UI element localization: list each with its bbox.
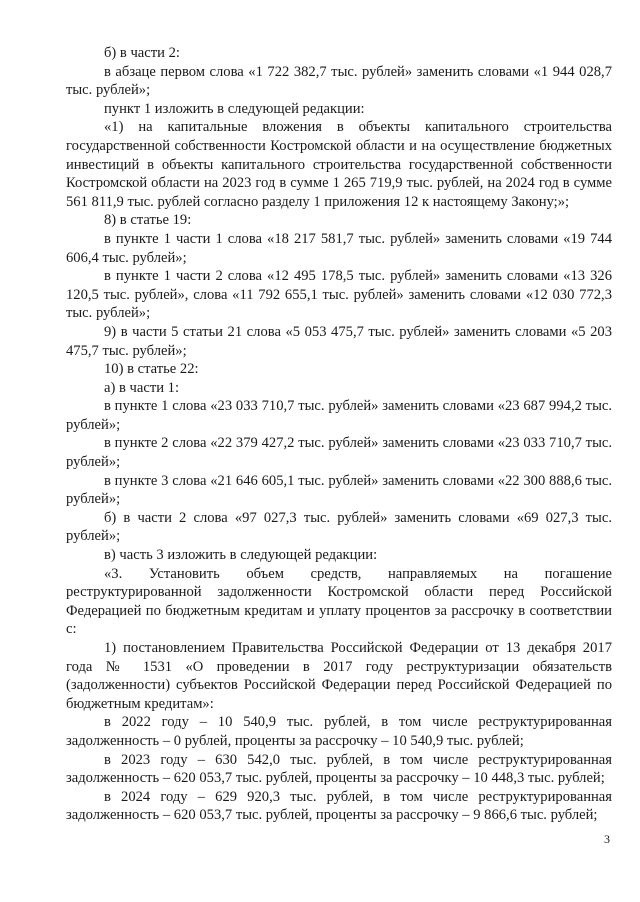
paragraph: «3. Установить объем средств, направляемых на погашение реструктурированной задолженности Костромской области перед Российской Федерацией по бюджетным кредитам и уплату процентов за рассрочку в соответствии с: xyxy=(66,565,612,638)
paragraph: в пункте 1 слова «23 033 710,7 тыс. рублей» заменить словами «23 687 994,2 тыс. рублей»; xyxy=(66,398,612,433)
paragraph: б) в части 2: xyxy=(104,45,180,61)
paragraph: «1) на капитальные вложения в объекты капитального строительства государственной собственности Костромской области и на осуществление бюджетных инвестиций в объекты капитального строительства государственной собственности Костромской области на 2023 год в сумме 1 265 719,9 тыс. рублей, на 2024 год в сумме 561 811,9 тыс. рублей согласно разделу 1 приложения 12 к настоящему Закону;»; xyxy=(66,119,612,210)
paragraph: в пункте 3 слова «21 646 605,1 тыс. рублей» заменить словами «22 300 888,6 тыс. рублей»; xyxy=(66,472,612,508)
paragraph: 10) в статье 22: xyxy=(104,361,199,378)
paragraph: в 2022 году – 10 540,9 тыс. рублей, в том числе реструктурированная задолженность – 0 рублей, проценты за рассрочку – 10 540,9 тыс. рублей; xyxy=(66,714,612,749)
paragraph: в) часть 3 изложить в следующей редакции: xyxy=(104,547,378,564)
paragraph: пункт 1 изложить в следующей редакции: xyxy=(104,100,365,117)
page-number: 3 xyxy=(604,832,610,846)
paragraph: в пункте 1 части 1 слова «18 217 581,7 тыс. рублей» заменить словами «19 744 606,4 тыс. рублей»; xyxy=(66,230,612,266)
paragraph: в пункте 2 слова «22 379 427,2 тыс. рублей» заменить словами «23 033 710,7 тыс. рублей»; xyxy=(66,435,612,471)
paragraph: в пункте 1 части 2 слова «12 495 178,5 тыс. рублей» заменить словами «13 326 120,5 тыс. рублей», слова «11 792 655,1 тыс. рублей» заменить словами «12 030 772,3 тыс. рублей»; xyxy=(66,268,612,322)
paragraph: 8) в статье 19: xyxy=(104,212,192,229)
paragraph: 1) постановлением Правительства Российской Федерации от 13 декабря 2017 года № 1531 «О проведении в 2017 году реструктуризации обязательств (задолженности) субъектов Российской Федерации перед Российской Федерацией по бюджетным кредитам»: xyxy=(66,640,612,712)
paragraph: б) в части 2 слова «97 027,3 тыс. рублей» заменить словами «69 027,3 тыс. рублей»; xyxy=(66,509,612,545)
paragraph: а) в части 1: xyxy=(104,379,180,396)
document-body xyxy=(66,44,612,825)
paragraph: в 2024 году – 629 920,3 тыс. рублей, в том числе реструктурированная задолженность – 620 053,7 тыс. рублей, проценты за рассрочку – 9 866,6 тыс. рублей; xyxy=(66,788,612,824)
paragraph: в абзаце первом слова «1 722 382,7 тыс. рублей» заменить словами «1 944 028,7 тыс. рублей»; xyxy=(66,63,612,99)
paragraph: в 2023 году – 630 542,0 тыс. рублей, в том числе реструктурированная задолженность – 620 053,7 тыс. рублей, проценты за рассрочку – 10 448,3 тыс. рублей; xyxy=(66,751,612,787)
paragraph: 9) в части 5 статьи 21 слова «5 053 475,7 тыс. рублей» заменить словами «5 203 475,7 тыс. рублей»; xyxy=(66,323,612,359)
